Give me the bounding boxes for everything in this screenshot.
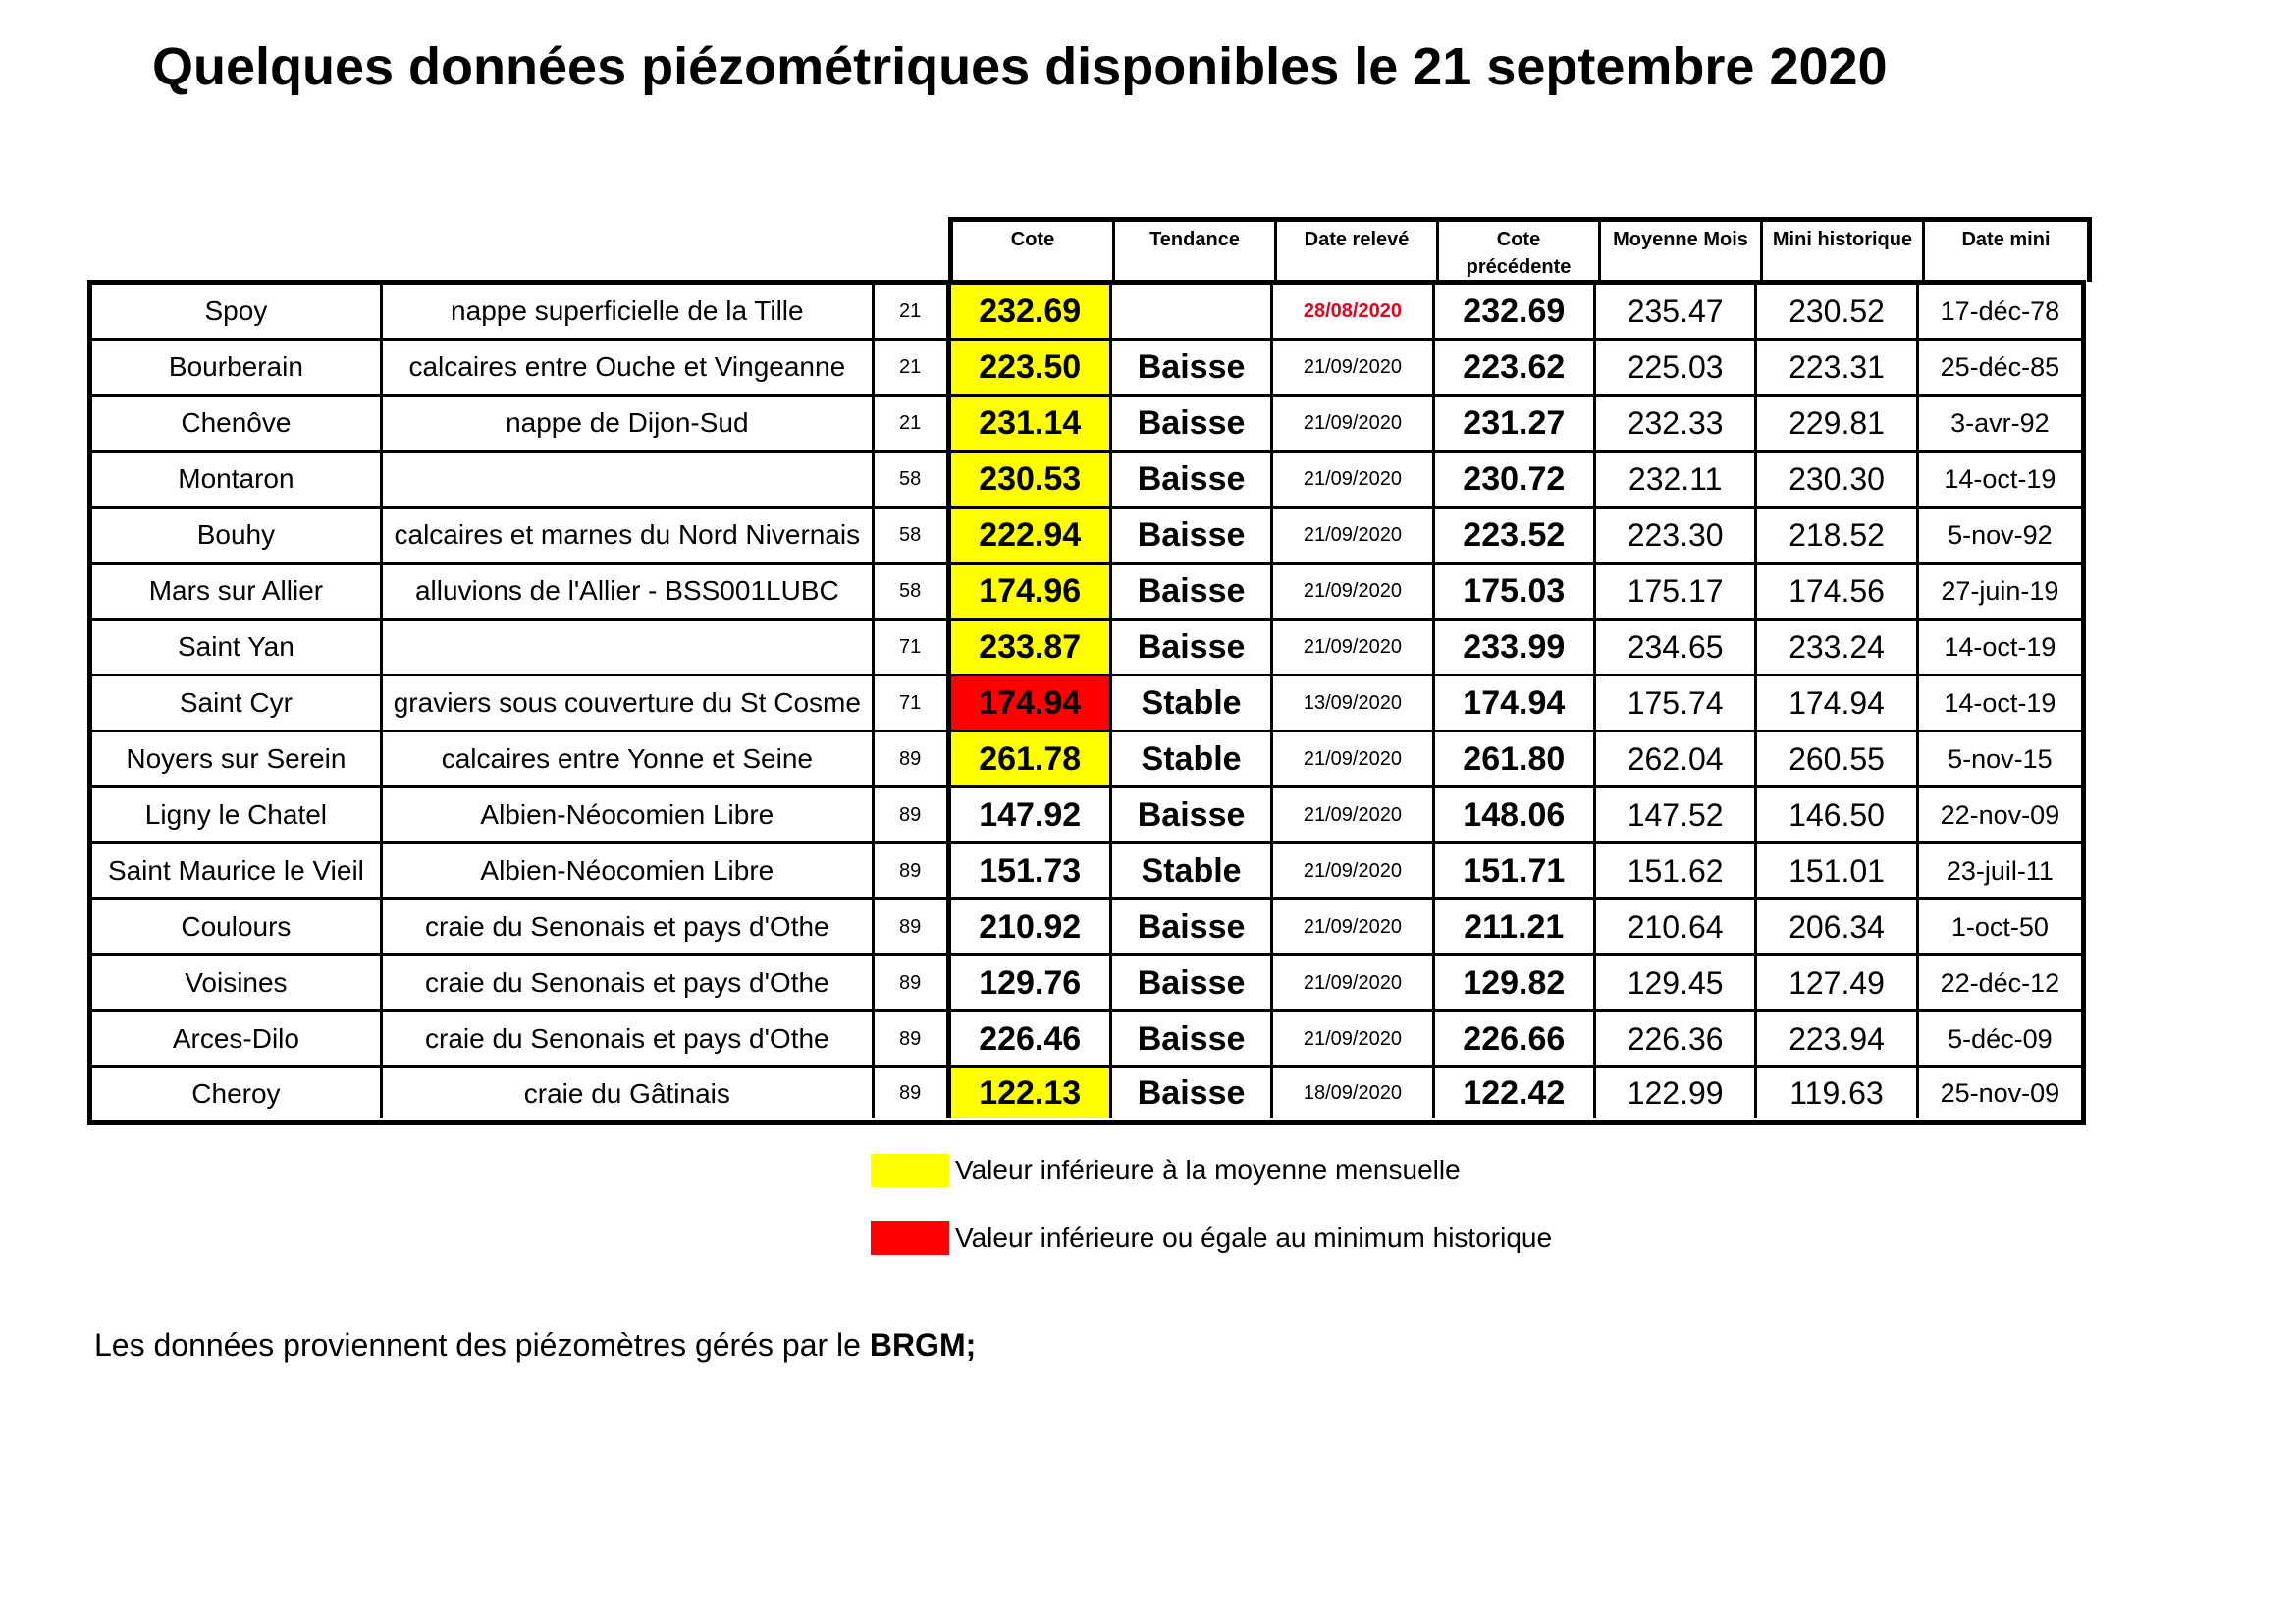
legend-yellow-swatch bbox=[871, 1154, 949, 1187]
table-row bbox=[92, 453, 2081, 509]
site-cell: Spoy bbox=[92, 285, 383, 338]
cote-precedente-cell: 211.21 bbox=[1435, 900, 1596, 953]
table-row bbox=[92, 676, 2081, 732]
header-cote-precedente-line1: Cote bbox=[1496, 229, 1541, 250]
tendance-cell: Baisse bbox=[1112, 397, 1273, 450]
mini-historique-cell: 174.94 bbox=[1757, 676, 1918, 730]
dept-cell: 71 bbox=[875, 621, 951, 674]
aquifer-cell: graviers sous couverture du St Cosme bbox=[383, 676, 875, 730]
header-cote-precedente bbox=[1439, 222, 1601, 282]
aquifer-cell: nappe superficielle de la Tille bbox=[383, 285, 875, 338]
mini-historique-cell: 229.81 bbox=[1757, 397, 1918, 450]
dept-cell: 89 bbox=[875, 788, 951, 841]
cote-cell: 231.14 bbox=[951, 397, 1112, 450]
tendance-cell: Baisse bbox=[1112, 956, 1273, 1009]
site-cell: Bouhy bbox=[92, 509, 383, 562]
piezometer-table bbox=[87, 280, 2086, 1125]
moyenne-mois-cell: 232.11 bbox=[1596, 453, 1757, 506]
date-mini-cell: 1-oct-50 bbox=[1950, 911, 2049, 942]
tendance-cell: Baisse bbox=[1112, 621, 1273, 674]
cote-precedente-cell: 230.72 bbox=[1435, 453, 1596, 506]
cote-precedente-cell: 175.03 bbox=[1435, 565, 1596, 618]
date-mini-cell: 22-déc-12 bbox=[1940, 967, 2060, 998]
dept-cell: 21 bbox=[875, 341, 951, 394]
mini-historique-cell: 223.94 bbox=[1757, 1012, 1918, 1065]
date-releve-cell: 21/09/2020 bbox=[1273, 397, 1434, 450]
site-cell: Ligny le Chatel bbox=[92, 788, 383, 841]
mini-historique-cell: 151.01 bbox=[1757, 844, 1918, 897]
moyenne-mois-cell: 129.45 bbox=[1596, 956, 1757, 1009]
table-row bbox=[92, 900, 2081, 956]
date-mini-cell: 5-nov-15 bbox=[1948, 743, 2053, 774]
moyenne-mois-cell: 175.17 bbox=[1596, 565, 1757, 618]
mini-historique-cell: 127.49 bbox=[1757, 956, 1918, 1009]
tendance-cell: Baisse bbox=[1112, 509, 1273, 562]
tendance-cell: Baisse bbox=[1112, 900, 1273, 953]
site-cell: Arces-Dilo bbox=[92, 1012, 383, 1065]
mini-historique-cell: 223.31 bbox=[1757, 341, 1918, 394]
dept-cell: 58 bbox=[875, 565, 951, 618]
aquifer-cell: craie du Senonais et pays d'Othe bbox=[383, 956, 875, 1009]
dept-cell: 58 bbox=[875, 453, 951, 506]
site-cell: Cheroy bbox=[92, 1068, 383, 1118]
cote-cell: 261.78 bbox=[951, 732, 1112, 785]
table-row bbox=[92, 788, 2081, 844]
cote-cell: 226.46 bbox=[951, 1012, 1112, 1065]
mini-historique-cell: 218.52 bbox=[1757, 509, 1918, 562]
aquifer-cell: craie du Senonais et pays d'Othe bbox=[383, 1012, 875, 1065]
footer-text: Les données proviennent des piézomètres gérés par le bbox=[94, 1327, 870, 1363]
date-mini-cell: 5-nov-92 bbox=[1948, 519, 2053, 550]
moyenne-mois-cell: 262.04 bbox=[1596, 732, 1757, 785]
date-releve-cell: 21/09/2020 bbox=[1273, 453, 1434, 506]
site-cell: Chenôve bbox=[92, 397, 383, 450]
date-releve-cell: 21/09/2020 bbox=[1273, 844, 1434, 897]
tendance-cell: Stable bbox=[1112, 732, 1273, 785]
aquifer-cell: nappe de Dijon-Sud bbox=[383, 397, 875, 450]
moyenne-mois-cell: 151.62 bbox=[1596, 844, 1757, 897]
mini-historique-cell: 230.52 bbox=[1757, 285, 1918, 338]
site-cell: Noyers sur Serein bbox=[92, 732, 383, 785]
aquifer-cell: Albien-Néocomien Libre bbox=[383, 788, 875, 841]
header-date-mini: Date mini bbox=[1961, 229, 2051, 250]
table-row bbox=[92, 285, 2081, 341]
date-mini-cell: 23-juil-11 bbox=[1946, 855, 2054, 886]
cote-cell: 222.94 bbox=[951, 509, 1112, 562]
aquifer-cell: craie du Senonais et pays d'Othe bbox=[383, 900, 875, 953]
tendance-cell bbox=[1112, 285, 1273, 338]
cote-precedente-cell: 223.52 bbox=[1435, 509, 1596, 562]
mini-historique-cell: 174.56 bbox=[1757, 565, 1918, 618]
tendance-cell: Stable bbox=[1112, 844, 1273, 897]
table-row bbox=[92, 1068, 2081, 1118]
cote-cell: 230.53 bbox=[951, 453, 1112, 506]
date-releve-cell: 13/09/2020 bbox=[1273, 676, 1434, 730]
dept-cell: 21 bbox=[875, 285, 951, 338]
cote-precedente-cell: 223.62 bbox=[1435, 341, 1596, 394]
cote-precedente-cell: 129.82 bbox=[1435, 956, 1596, 1009]
header-cote: Cote bbox=[953, 222, 1115, 282]
aquifer-cell: calcaires entre Yonne et Seine bbox=[383, 732, 875, 785]
cote-cell: 129.76 bbox=[951, 956, 1112, 1009]
legend-red-swatch bbox=[871, 1221, 949, 1255]
cote-precedente-cell: 174.94 bbox=[1435, 676, 1596, 730]
aquifer-cell bbox=[383, 621, 875, 674]
date-mini-cell: 22-nov-09 bbox=[1940, 799, 2060, 830]
date-releve-cell: 28/08/2020 bbox=[1273, 285, 1434, 338]
aquifer-cell bbox=[383, 453, 875, 506]
cote-precedente-cell: 261.80 bbox=[1435, 732, 1596, 785]
cote-precedente-cell: 122.42 bbox=[1435, 1068, 1596, 1118]
dept-cell: 89 bbox=[875, 844, 951, 897]
date-mini-cell: 25-nov-09 bbox=[1940, 1078, 2060, 1108]
dept-cell: 89 bbox=[875, 1012, 951, 1065]
cote-cell: 151.73 bbox=[951, 844, 1112, 897]
footer-brgm: BRGM; bbox=[869, 1327, 977, 1363]
cote-cell: 174.96 bbox=[951, 565, 1112, 618]
tendance-cell: Baisse bbox=[1112, 1012, 1273, 1065]
site-cell: Voisines bbox=[92, 956, 383, 1009]
site-cell: Coulours bbox=[92, 900, 383, 953]
date-releve-cell: 21/09/2020 bbox=[1273, 732, 1434, 785]
cote-cell: 233.87 bbox=[951, 621, 1112, 674]
cote-precedente-cell: 226.66 bbox=[1435, 1012, 1596, 1065]
moyenne-mois-cell: 210.64 bbox=[1596, 900, 1757, 953]
aquifer-cell: Albien-Néocomien Libre bbox=[383, 844, 875, 897]
legend-yellow bbox=[871, 1154, 1461, 1187]
cote-precedente-cell: 148.06 bbox=[1435, 788, 1596, 841]
cote-cell: 174.94 bbox=[951, 676, 1112, 730]
dept-cell: 58 bbox=[875, 509, 951, 562]
date-mini-cell: 25-déc-85 bbox=[1940, 352, 2060, 382]
table-row bbox=[92, 1012, 2081, 1068]
tendance-cell: Baisse bbox=[1112, 788, 1273, 841]
table-row bbox=[92, 732, 2081, 788]
footer-note bbox=[94, 1327, 976, 1364]
legend-red bbox=[871, 1221, 1552, 1255]
moyenne-mois-cell: 225.03 bbox=[1596, 341, 1757, 394]
tendance-cell: Baisse bbox=[1112, 565, 1273, 618]
mini-historique-cell: 119.63 bbox=[1757, 1068, 1918, 1118]
header-mini-historique: Mini historique bbox=[1763, 222, 1925, 282]
cote-precedente-cell: 231.27 bbox=[1435, 397, 1596, 450]
table-row bbox=[92, 397, 2081, 453]
aquifer-cell: alluvions de l'Allier - BSS001LUBC bbox=[383, 565, 875, 618]
cote-precedente-cell: 232.69 bbox=[1435, 285, 1596, 338]
moyenne-mois-cell: 226.36 bbox=[1596, 1012, 1757, 1065]
header-date-releve: Date relevé bbox=[1277, 222, 1439, 282]
site-cell: Mars sur Allier bbox=[92, 565, 383, 618]
date-releve-cell: 21/09/2020 bbox=[1273, 565, 1434, 618]
date-releve-cell: 21/09/2020 bbox=[1273, 1012, 1434, 1065]
tendance-cell: Baisse bbox=[1112, 1068, 1273, 1118]
date-releve-cell: 21/09/2020 bbox=[1273, 900, 1434, 953]
dept-cell: 89 bbox=[875, 900, 951, 953]
cote-precedente-cell: 151.71 bbox=[1435, 844, 1596, 897]
dept-cell: 21 bbox=[875, 397, 951, 450]
tendance-cell: Stable bbox=[1112, 676, 1273, 730]
table-row bbox=[92, 844, 2081, 900]
date-releve-cell: 21/09/2020 bbox=[1273, 621, 1434, 674]
table-row bbox=[92, 509, 2081, 565]
moyenne-mois-cell: 235.47 bbox=[1596, 285, 1757, 338]
mini-historique-cell: 206.34 bbox=[1757, 900, 1918, 953]
legend-red-label: Valeur inférieure ou égale au minimum historique bbox=[955, 1222, 1553, 1253]
date-releve-cell: 21/09/2020 bbox=[1273, 956, 1434, 1009]
aquifer-cell: calcaires et marnes du Nord Nivernais bbox=[383, 509, 875, 562]
date-mini-cell: 5-déc-09 bbox=[1948, 1023, 2053, 1054]
cote-cell: 232.69 bbox=[951, 285, 1112, 338]
date-mini-cell: 14-oct-19 bbox=[1944, 687, 2056, 718]
header-moyenne-mois: Moyenne Mois bbox=[1601, 222, 1763, 282]
dept-cell: 89 bbox=[875, 1068, 951, 1118]
mini-historique-cell: 146.50 bbox=[1757, 788, 1918, 841]
date-releve-cell: 21/09/2020 bbox=[1273, 788, 1434, 841]
mini-historique-cell: 233.24 bbox=[1757, 621, 1918, 674]
site-cell: Bourberain bbox=[92, 341, 383, 394]
tendance-cell: Baisse bbox=[1112, 341, 1273, 394]
table-row bbox=[92, 565, 2081, 621]
dept-cell: 89 bbox=[875, 956, 951, 1009]
header-tendance: Tendance bbox=[1115, 222, 1277, 282]
date-mini-cell: 14-oct-19 bbox=[1944, 463, 2056, 494]
date-mini-cell: 3-avr-92 bbox=[1950, 407, 2050, 438]
cote-precedente-cell: 233.99 bbox=[1435, 621, 1596, 674]
page-title: Quelques données piézométriques disponibles le 21 septembre 2020 bbox=[152, 37, 1888, 96]
moyenne-mois-cell: 232.33 bbox=[1596, 397, 1757, 450]
site-cell: Saint Yan bbox=[92, 621, 383, 674]
moyenne-mois-cell: 122.99 bbox=[1596, 1068, 1757, 1118]
moyenne-mois-cell: 175.74 bbox=[1596, 676, 1757, 730]
site-cell: Saint Maurice le Vieil bbox=[92, 844, 383, 897]
cote-cell: 210.92 bbox=[951, 900, 1112, 953]
dept-cell: 71 bbox=[875, 676, 951, 730]
cote-cell: 147.92 bbox=[951, 788, 1112, 841]
date-releve-cell: 21/09/2020 bbox=[1273, 509, 1434, 562]
table-header bbox=[948, 217, 2092, 282]
date-mini-cell: 17-déc-78 bbox=[1940, 296, 2060, 326]
mini-historique-cell: 230.30 bbox=[1757, 453, 1918, 506]
table-row bbox=[92, 621, 2081, 676]
aquifer-cell: calcaires entre Ouche et Vingeanne bbox=[383, 341, 875, 394]
header-cote-precedente-line2: précédente bbox=[1466, 256, 1572, 278]
site-cell: Montaron bbox=[92, 453, 383, 506]
dept-cell: 89 bbox=[875, 732, 951, 785]
legend-yellow-label: Valeur inférieure à la moyenne mensuelle bbox=[955, 1155, 1461, 1185]
cote-cell: 223.50 bbox=[951, 341, 1112, 394]
table-row bbox=[92, 956, 2081, 1012]
site-cell: Saint Cyr bbox=[92, 676, 383, 730]
cote-cell: 122.13 bbox=[951, 1068, 1112, 1118]
date-mini-cell: 14-oct-19 bbox=[1944, 631, 2056, 662]
aquifer-cell: craie du Gâtinais bbox=[383, 1068, 875, 1118]
mini-historique-cell: 260.55 bbox=[1757, 732, 1918, 785]
table-row bbox=[92, 341, 2081, 397]
moyenne-mois-cell: 223.30 bbox=[1596, 509, 1757, 562]
date-mini-cell: 27-juin-19 bbox=[1941, 575, 2059, 606]
moyenne-mois-cell: 234.65 bbox=[1596, 621, 1757, 674]
tendance-cell: Baisse bbox=[1112, 453, 1273, 506]
date-releve-cell: 18/09/2020 bbox=[1273, 1068, 1434, 1118]
moyenne-mois-cell: 147.52 bbox=[1596, 788, 1757, 841]
date-releve-cell: 21/09/2020 bbox=[1273, 341, 1434, 394]
